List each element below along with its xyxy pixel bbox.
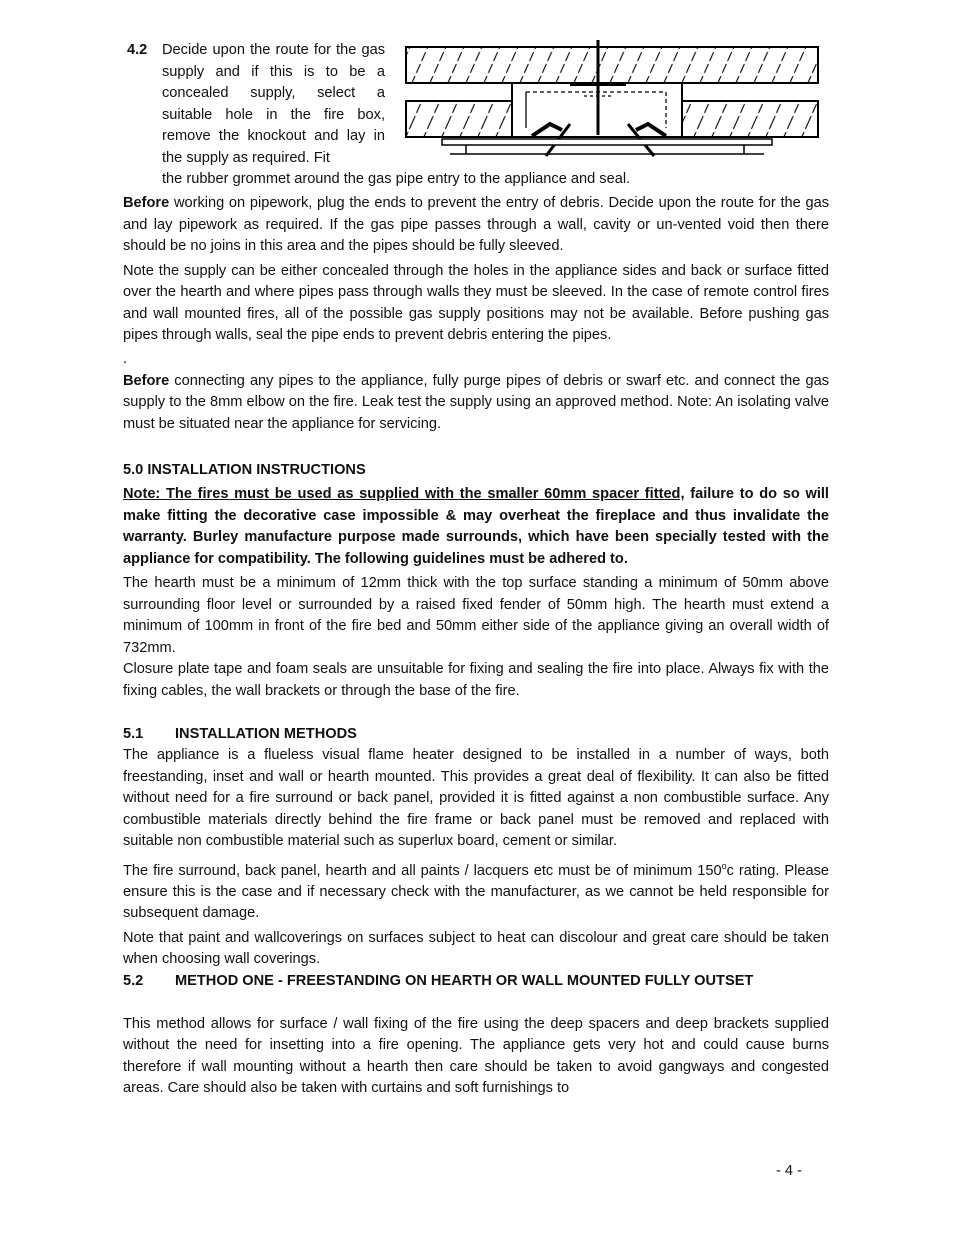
- hearth-paragraph: The hearth must be a minimum of 12mm thick with the top surface standing a minimum of 50mm above surrounding floor level or surrounded by a raised fixed fender of 50mm high. The hearth must extend a minimum of 100mm in front of the fire bed and 50mm either side of the appliance giving an overall width of 732mm.: [123, 575, 829, 656]
- rating-text-b: c rating. Please ensure this is the case and if necessary check with the manufacturer, as we cannot be held responsible for subsequent damage.: [123, 862, 829, 922]
- page-number: - 4 -: [776, 1163, 802, 1179]
- section-title: INSTALLATION METHODS: [175, 725, 357, 742]
- section-number: 4.2: [127, 42, 148, 58]
- section-5-2-heading: [123, 971, 829, 993]
- section-title: METHOD ONE - FREESTANDING ON HEARTH OR WALL MOUNTED FULLY OUTSET: [175, 972, 754, 989]
- method-one-paragraph: This method allows for surface / wall fixing of the fire using the deep spacers and deep brackets supplied without the need for insetting into a fire opening. The appliance gets very hot and could cause burns therefore if wall mounting without a hearth then care should be taken to avoid gangways and congested areas. Care should also be taken with curtains and soft furnishings to: [123, 1015, 829, 1097]
- rating-paragraph: [123, 856, 829, 925]
- closure-paragraph: Closure plate tape and foam seals are unsuitable for fixing and sealing the fire into place. Always fix with the fixing cables, the wall brackets or through the base of the fire.: [123, 661, 829, 699]
- stray-dot: .: [123, 350, 128, 367]
- spacer-warning-underlined: Note: The fires must be used as supplied with the smaller 60mm spacer fitted,: [123, 486, 685, 502]
- before-pipework-text: working on pipework, plug the ends to prevent the entry of debris. Decide upon the route for the gas and lay pipework as required. If the gas pipe passes through a wall, cavity or un-vented void then there should be no joins in this area and the pipes should be fully sleeved.: [123, 195, 829, 254]
- before-connecting-paragraph: [123, 371, 829, 436]
- rating-text-a: The fire surround, back panel, hearth and all paints / lacquers etc must be of minimum 150: [123, 862, 722, 879]
- before-label: Before: [123, 372, 170, 389]
- degree-superscript: o: [721, 860, 727, 871]
- installation-methods-paragraph: The appliance is a flueless visual flame heater designed to be installed in a number of ways, both freestanding, inset and wall or hearth mounted. This provides a great deal of flexibility. It can also be fitted without need for a fire surround or back panel, provided it is fitted against a non combustible surface. Any combustible materials directly behind the fire frame or back panel must be removed and replaced with suitable non combustible material such as superlux board, cement or similar.: [123, 747, 829, 849]
- section-4-2-intro: Decide upon the route for the gas supply and if this is to be a concealed supply, select a suitable hole in the fire box, remove the knockout and lay in the supply as required. Fit: [162, 42, 385, 166]
- spacer-warning-rest: failure to do so will make fitting the decorative case impossible & may overheat the fireplace and thus invalidate the warranty. Burley manufacture purpose made surrounds, which have been specially tested with the appliance for compatibility. The following guidelines must be adhered to.: [123, 486, 829, 567]
- before-connecting-text: connecting any pipes to the appliance, fully purge pipes of debris or swarf etc. and connect the gas supply to the 8mm elbow on the fire. Leak test the supply using an approved method. Note: An isolating valve must be situated near the appliance for servicing.: [123, 372, 829, 432]
- document-page: [123, 40, 829, 1100]
- section-5-1-heading: [123, 724, 829, 746]
- supply-note-paragraph: Note the supply can be either concealed through the holes in the appliance sides and back or surface fitted over the hearth and where pipes pass through walls they must be sleeved. In the case of remote control fires and wall mounted fires, all of the possible gas supply positions may not be available. Before pushing gas pipes through walls, seal the pipe ends to prevent debris entering the pipes.: [123, 262, 829, 343]
- wallcovering-paragraph: Note that paint and wallcoverings on surfaces subject to heat can discolour and great care should be taken when choosing wall coverings.: [123, 929, 829, 968]
- section-4-2: [123, 40, 829, 191]
- section-number: 5.1: [123, 725, 144, 742]
- before-pipework-paragraph: [123, 193, 829, 258]
- section-5-0-heading: 5.0 INSTALLATION INSTRUCTIONS: [123, 461, 366, 478]
- spacer-warning: [123, 484, 829, 570]
- gas-supply-diagram: [404, 40, 820, 162]
- section-4-2-tail: the rubber grommet around the gas pipe entry to the appliance and seal.: [162, 171, 631, 187]
- section-number: 5.2: [123, 972, 144, 989]
- before-label: Before: [123, 195, 170, 211]
